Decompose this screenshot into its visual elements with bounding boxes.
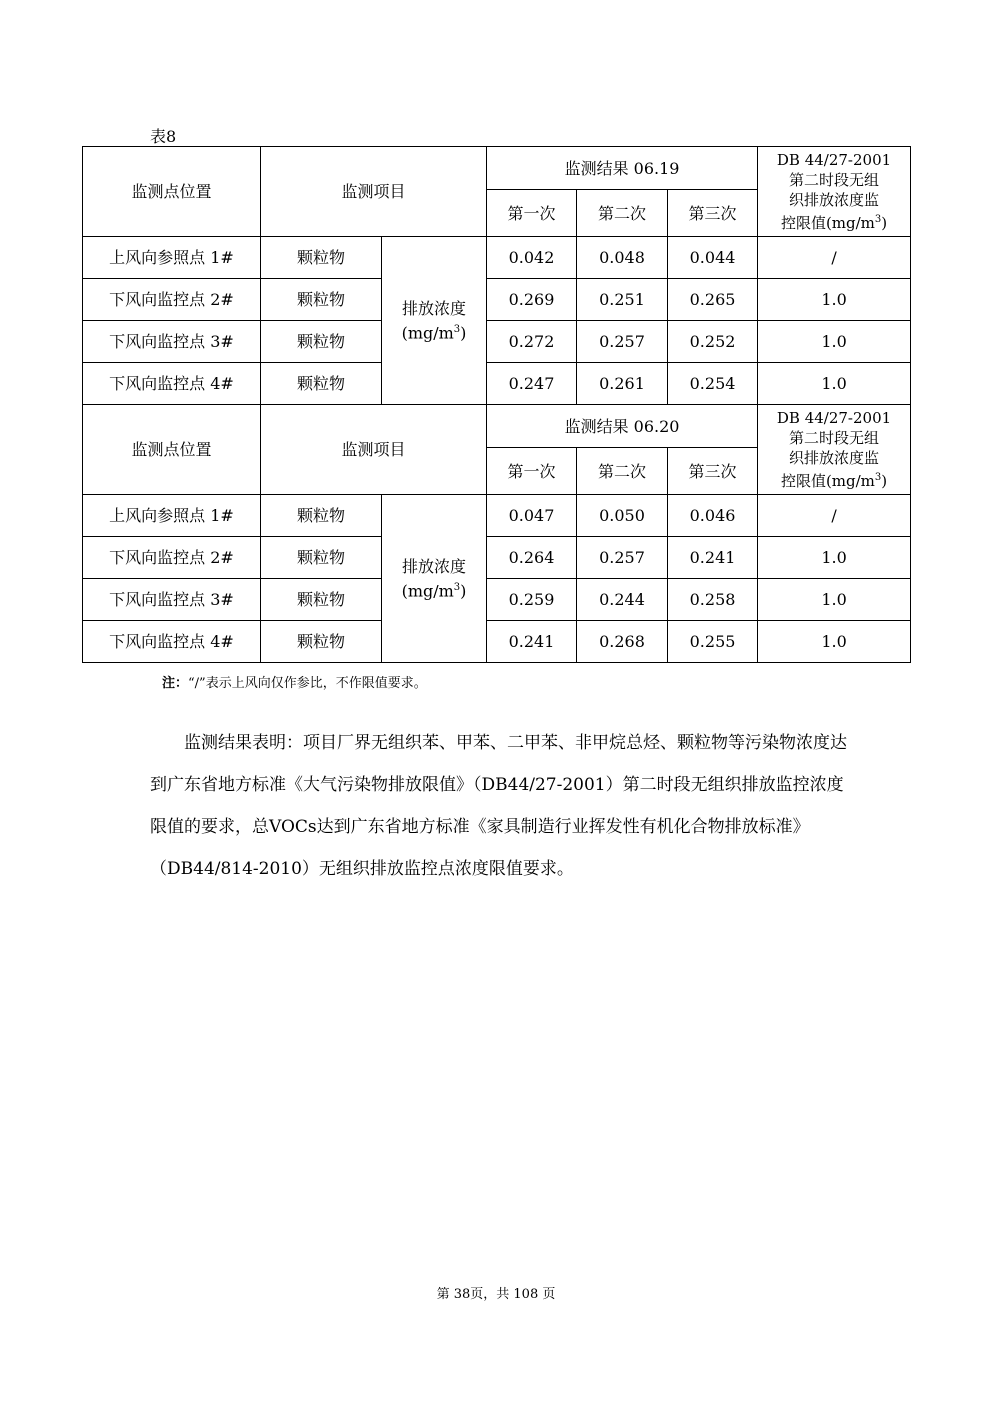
header-second: 第二次 — [577, 448, 668, 495]
parameter-unit-close: ) — [460, 323, 467, 343]
cell-parameter — [382, 237, 487, 405]
std-line-1: DB 44/27-2001 — [776, 151, 892, 169]
header-third: 第三次 — [668, 190, 758, 237]
parameter-label: 排放浓度 — [402, 298, 467, 318]
cell-item: 颗粒物 — [261, 237, 382, 279]
std-line-3: 织排放浓度监 — [789, 191, 880, 209]
cell-limit: 1.0 — [758, 537, 911, 579]
cell-parameter — [382, 495, 487, 663]
cell-item: 颗粒物 — [261, 537, 382, 579]
header-location: 监测点位置 — [83, 147, 261, 237]
header-row — [83, 405, 911, 448]
header-item: 监测项目 — [261, 147, 487, 237]
cell-first: 0.047 — [487, 495, 577, 537]
cell-item: 颗粒物 — [261, 621, 382, 663]
cell-limit: 1.0 — [758, 363, 911, 405]
cell-limit: 1.0 — [758, 279, 911, 321]
cell-first: 0.259 — [487, 579, 577, 621]
table-row — [83, 495, 911, 537]
cell-second: 0.268 — [577, 621, 668, 663]
table-row — [83, 279, 911, 321]
header-row — [83, 147, 911, 190]
table-row — [83, 237, 911, 279]
cell-location: 下风向监控点 4# — [83, 363, 261, 405]
std-line-4: 控限值(mg/m — [780, 214, 875, 232]
note-text: “/”表示上风向仅作参比，不作限值要求。 — [188, 676, 427, 691]
header-item: 监测项目 — [261, 405, 487, 495]
table-caption: 表8 — [150, 127, 177, 146]
cell-first: 0.247 — [487, 363, 577, 405]
parameter-unit: (mg/m — [401, 581, 454, 601]
header-second: 第二次 — [577, 190, 668, 237]
cell-first: 0.269 — [487, 279, 577, 321]
cell-third: 0.252 — [668, 321, 758, 363]
std-unit-sup: 3 — [874, 214, 882, 225]
header-first: 第一次 — [487, 448, 577, 495]
std-line-3: 织排放浓度监 — [789, 449, 880, 467]
cell-limit: 1.0 — [758, 621, 911, 663]
cell-item: 颗粒物 — [261, 279, 382, 321]
cell-third: 0.255 — [668, 621, 758, 663]
parameter-unit: (mg/m — [401, 323, 454, 343]
cell-item: 颗粒物 — [261, 495, 382, 537]
std-unit-sup: 3 — [874, 472, 882, 483]
std-line-2: 第二时段无组 — [789, 429, 880, 447]
parameter-label: 排放浓度 — [402, 556, 467, 576]
std-line-4: 控限值(mg/m — [780, 472, 875, 490]
cell-location: 下风向监控点 2# — [83, 279, 261, 321]
cell-item: 颗粒物 — [261, 321, 382, 363]
cell-location: 上风向参照点 1# — [83, 495, 261, 537]
cell-second: 0.050 — [577, 495, 668, 537]
cell-location: 上风向参照点 1# — [83, 237, 261, 279]
cell-limit: 1.0 — [758, 579, 911, 621]
conclusion-paragraph — [150, 722, 850, 890]
header-standard-limit — [758, 405, 911, 495]
std-unit-close: ) — [881, 472, 888, 490]
cell-first: 0.042 — [487, 237, 577, 279]
table-row — [83, 537, 911, 579]
table-row — [83, 363, 911, 405]
cell-second: 0.257 — [577, 321, 668, 363]
header-first: 第一次 — [487, 190, 577, 237]
cell-third: 0.265 — [668, 279, 758, 321]
table-row — [83, 579, 911, 621]
header-standard-limit — [758, 147, 911, 237]
cell-item: 颗粒物 — [261, 579, 382, 621]
parameter-unit-sup: 3 — [453, 581, 461, 593]
std-unit-close: ) — [881, 214, 888, 232]
cell-location: 下风向监控点 4# — [83, 621, 261, 663]
cell-first: 0.272 — [487, 321, 577, 363]
cell-first: 0.264 — [487, 537, 577, 579]
header-result-date: 监测结果 06.20 — [487, 405, 758, 448]
cell-third: 0.241 — [668, 537, 758, 579]
cell-item: 颗粒物 — [261, 363, 382, 405]
cell-limit: / — [758, 237, 911, 279]
cell-second: 0.261 — [577, 363, 668, 405]
cell-third: 0.046 — [668, 495, 758, 537]
note-label: 注： — [162, 676, 189, 691]
monitoring-table — [82, 146, 911, 663]
cell-second: 0.048 — [577, 237, 668, 279]
cell-third: 0.254 — [668, 363, 758, 405]
table-row — [83, 621, 911, 663]
header-result-date: 监测结果 06.19 — [487, 147, 758, 190]
cell-location: 下风向监控点 3# — [83, 321, 261, 363]
cell-second: 0.251 — [577, 279, 668, 321]
header-third: 第三次 — [668, 448, 758, 495]
cell-location: 下风向监控点 2# — [83, 537, 261, 579]
cell-limit: / — [758, 495, 911, 537]
cell-first: 0.241 — [487, 621, 577, 663]
parameter-unit-close: ) — [460, 581, 467, 601]
table-row — [83, 321, 911, 363]
header-location: 监测点位置 — [83, 405, 261, 495]
parameter-unit-sup: 3 — [453, 323, 461, 335]
cell-location: 下风向监控点 3# — [83, 579, 261, 621]
cell-third: 0.044 — [668, 237, 758, 279]
cell-limit: 1.0 — [758, 321, 911, 363]
cell-second: 0.257 — [577, 537, 668, 579]
table-note — [162, 672, 427, 691]
conclusion-text: 监测结果表明：项目厂界无组织苯、甲苯、二甲苯、非甲烷总烃、颗粒物等污染物浓度达到广东省地方标准《大气污染物排放限值》（DB44/27-2001）第二时段无组织排放监控浓度限值的要求，总VOCs达到广东省地方标准《家具制造行业挥发性有机化合物排放标准》（DB44/814-2010）无组织排放监控点浓度限值要求。 — [150, 733, 847, 879]
page-footer: 第 38页，共 108 页 — [436, 1287, 556, 1302]
std-line-1: DB 44/27-2001 — [776, 409, 892, 427]
cell-third: 0.258 — [668, 579, 758, 621]
std-line-2: 第二时段无组 — [789, 171, 880, 189]
cell-second: 0.244 — [577, 579, 668, 621]
